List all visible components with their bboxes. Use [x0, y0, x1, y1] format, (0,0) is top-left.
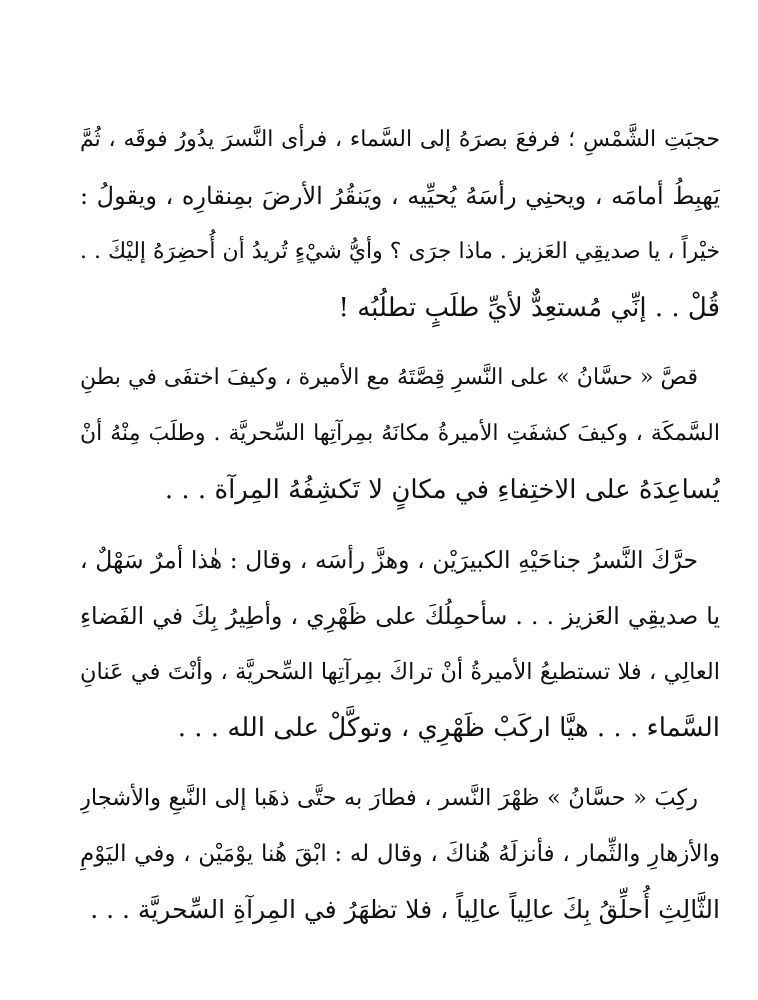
text-line: السَّماء . . . هيَّا اركَبْ ظَهْرِي ، وتوكَّلْ على الله . . .: [177, 713, 720, 743]
text-line: قُلْ . . إنِّي مُستعِدٌّ لأيِّ طلَبٍ تطلُبُه !: [338, 293, 720, 323]
story-text: [80, 112, 720, 952]
paragraph-1: [80, 112, 720, 336]
text-line: خيْراً ، يا صديقِي العَزيز . ماذا جرَى ؟ وأيُّ شيْءٍ تُريدُ أن أُحضِرَهُ إليْكَ . .: [80, 239, 720, 264]
text-line: السَّمكَة ، وكيفَ كشفَتِ الأميرةُ مكانَهُ بمِرآتِها السِّحريَّة . وطلَبَ مِنْهُ أنْ: [80, 421, 720, 446]
text-line: الثَّالِثِ أُحلِّقُ بِكَ عالِياً عالِياً ، فلا تظهَرُ في المِرآةِ السِّحريَّة . . .: [90, 895, 720, 924]
paragraph-3: [80, 532, 720, 756]
paragraph-4: [80, 770, 720, 938]
paragraph-2: [80, 350, 720, 518]
text-line: قصَّ « حسَّانُ » على النَّسرِ قِصَّتَهُ مع الأميرة ، وكيفَ اختفَى في بطنِ: [80, 365, 698, 390]
text-line: العالِي ، فلا تستطيعُ الأميرةُ أنْ تراكَ بمِرآتِها السِّحريَّة ، وأنْتَ في عَنانِ: [80, 659, 720, 685]
text-line: يا صديقِي العَزيز . . . سأحمِلُكَ على ظَهْرِي ، وأطِيرُ بِكَ في الفَضاءِ: [80, 602, 720, 630]
text-line: حجبَتِ الشَّمْسِ ؛ فرفعَ بصرَهُ إلى السَّماء ، فرأى النَّسرَ يدُورُ فوقَه ، ثُمَّ: [80, 127, 720, 152]
text-line: والأزهارِ والثِّمار ، فأنزلَهُ هُناكَ ، وقال له : ابْقَ هُنا يوْمَيْن ، وفي اليَوْمِ: [80, 841, 720, 867]
text-line: يَهبِطُ أمامَه ، ويحنِي رأسَهُ يُحيِّيه ، ويَنقُرُ الأرضَ بمِنقارِه ، ويقولُ :: [80, 182, 720, 210]
text-line: حرَّكَ النَّسرُ جناحَيْهِ الكبيرَيْن ، وهزَّ رأسَه ، وقال : هٰذا أمرٌ سَهْلٌ ،: [80, 546, 698, 574]
text-line: ركِبَ « حسَّانُ » ظهْرَ النَّسر ، فطارَ به حتَّى ذهَبا إلى النَّبعِ والأشجارِ: [80, 785, 698, 811]
text-line: يُساعِدَهُ على الاختِفاءِ في مكانٍ لا تَكشِفُهُ المِرآة . . .: [164, 475, 720, 505]
